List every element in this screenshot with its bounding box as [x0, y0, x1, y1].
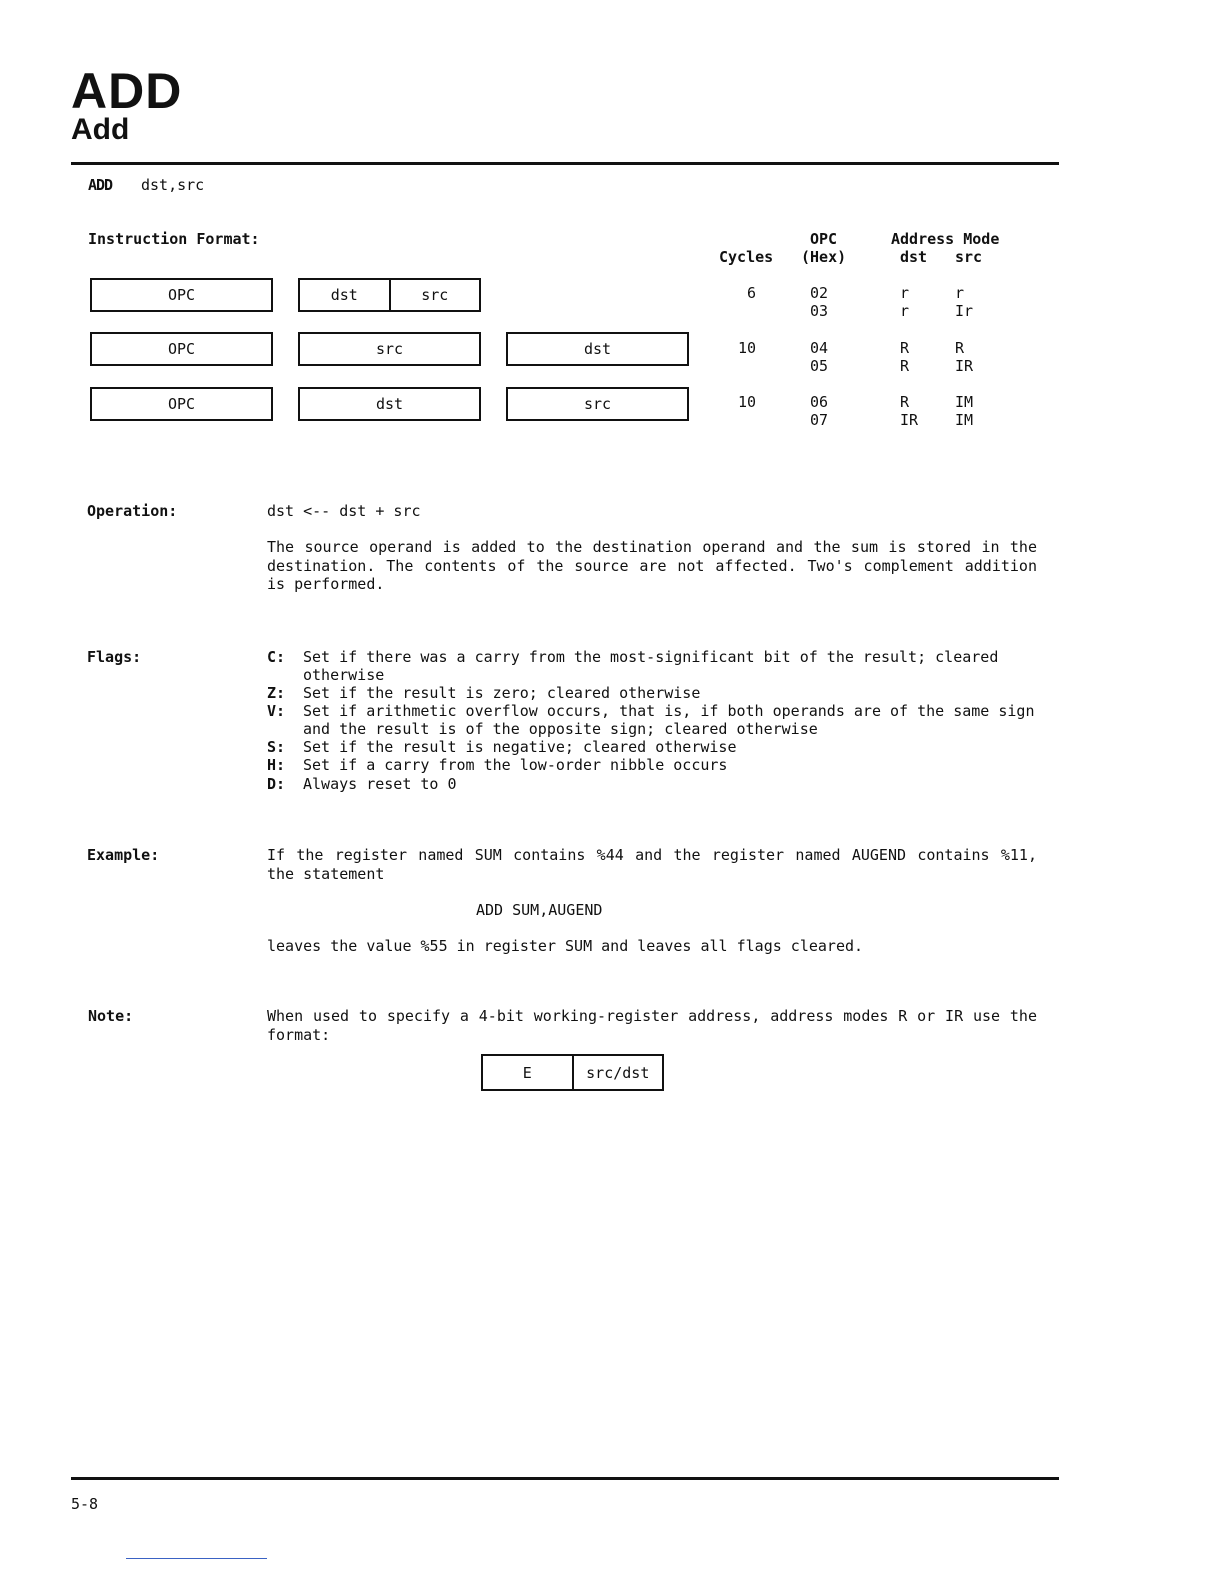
note-format-e-field: E — [522, 1063, 532, 1082]
example-result: leaves the value %55 in register SUM and leaves all flags cleared. — [267, 937, 864, 955]
page-number: 5-8 — [71, 1495, 99, 1513]
flag-v-text-cont: and the result is of the opposite sign; cleared otherwise — [303, 720, 818, 738]
format-2-cycles: 10 — [738, 339, 757, 357]
format-2-opc-hex-1: 04 — [810, 339, 829, 357]
header-rule — [71, 162, 1059, 165]
format-1-src-mode-1: r — [955, 284, 965, 302]
format-2-dst-field: dst — [583, 340, 612, 358]
flag-s — [267, 738, 736, 756]
flag-d-text: Always reset to 0 — [303, 775, 457, 793]
example-label: Example: — [87, 846, 160, 864]
example-intro: If the register named SUM contains %44 and the register named AUGEND contains %11, the statement — [267, 846, 1037, 883]
format-3-dst-mode-2: IR — [900, 411, 919, 429]
opc-header-line1: OPC — [810, 230, 838, 248]
page-subtitle: Add — [71, 113, 130, 146]
footer-link-underline — [126, 1558, 267, 1559]
format-1-opc-box — [90, 278, 273, 312]
format-2-src-field: src — [375, 340, 404, 358]
format-1-opc-hex-1: 02 — [810, 284, 829, 302]
flag-v-key: V: — [267, 702, 286, 720]
format-3-src-mode-1: IM — [955, 393, 974, 411]
format-2-opc-field: OPC — [167, 340, 196, 358]
flag-c-text-cont: otherwise — [303, 666, 385, 684]
flag-z — [267, 684, 700, 702]
note-text: When used to specify a 4-bit working-register address, address modes R or IR use the format: — [267, 1007, 1037, 1044]
format-2-src-mode-2: IR — [955, 357, 974, 375]
example-statement: ADD SUM,AUGEND — [476, 901, 603, 919]
format-2-dst-box — [506, 332, 689, 366]
cycles-header: Cycles — [719, 248, 774, 266]
format-1-dst-mode-2: r — [900, 302, 910, 320]
flag-c — [267, 648, 998, 666]
format-2-opc-hex-2: 05 — [810, 357, 829, 375]
format-3-opc-field: OPC — [167, 395, 196, 413]
note-format-srcdst-field: src/dst — [572, 1056, 663, 1089]
format-3-src-mode-2: IM — [955, 411, 974, 429]
format-2-opc-box — [90, 332, 273, 366]
flag-v-text: Set if arithmetic overflow occurs, that is, if both operands are of the same sign — [303, 702, 1035, 720]
flag-z-key: Z: — [267, 684, 286, 702]
format-3-cycles: 10 — [738, 393, 757, 411]
format-1-src-field: src — [389, 280, 480, 310]
operation-expression: dst <-- dst + src — [267, 502, 421, 520]
dst-header: dst — [900, 248, 928, 266]
flag-c-key: C: — [267, 648, 286, 666]
operation-description: The source operand is added to the destination operand and the sum is stored in the destination. The contents of the source are not affected. Two's complement addition is performed. — [267, 538, 1037, 593]
note-label: Note: — [88, 1007, 134, 1025]
format-1-src-mode-2: Ir — [955, 302, 974, 320]
footer-rule — [71, 1477, 1059, 1480]
flag-h-text: Set if a carry from the low-order nibble occurs — [303, 756, 728, 774]
format-3-src-box — [506, 387, 689, 421]
format-1-cycles: 6 — [747, 284, 757, 302]
format-3-opc-hex-1: 06 — [810, 393, 829, 411]
operation-label: Operation: — [87, 502, 178, 520]
flag-d — [267, 775, 457, 793]
syntax-mnemonic: ADD — [88, 176, 113, 194]
instruction-format-label: Instruction Format: — [88, 230, 260, 248]
format-3-dst-mode-1: R — [900, 393, 910, 411]
format-2-src-box — [298, 332, 481, 366]
flags-label: Flags: — [87, 648, 142, 666]
format-3-src-field: src — [583, 395, 612, 413]
opc-header-line2: (Hex) — [801, 248, 847, 266]
format-1-dst-field: dst — [330, 286, 358, 304]
syntax-operands: dst,src — [141, 176, 205, 194]
note-format-box — [481, 1054, 664, 1091]
flag-c-text: Set if there was a carry from the most-significant bit of the result; cleared — [303, 648, 999, 666]
flag-s-text: Set if the result is negative; cleared otherwise — [303, 738, 737, 756]
flag-v — [267, 702, 1035, 720]
src-header: src — [955, 248, 983, 266]
format-3-opc-box — [90, 387, 273, 421]
format-1-opc-hex-2: 03 — [810, 302, 829, 320]
flag-s-key: S: — [267, 738, 286, 756]
format-2-dst-mode-2: R — [900, 357, 910, 375]
format-3-opc-hex-2: 07 — [810, 411, 829, 429]
flag-z-text: Set if the result is zero; cleared otherwise — [303, 684, 701, 702]
flag-d-key: D: — [267, 775, 286, 793]
format-1-opc-field: OPC — [167, 286, 196, 304]
page-title: ADD — [71, 63, 183, 119]
format-1-operand-box — [298, 278, 481, 312]
format-3-dst-box — [298, 387, 481, 421]
format-2-src-mode-1: R — [955, 339, 965, 357]
format-1-dst-mode-1: r — [900, 284, 910, 302]
format-2-dst-mode-1: R — [900, 339, 910, 357]
flag-h — [267, 756, 727, 774]
address-mode-header: Address Mode — [891, 230, 1000, 248]
format-3-dst-field: dst — [375, 395, 404, 413]
flag-h-key: H: — [267, 756, 286, 774]
